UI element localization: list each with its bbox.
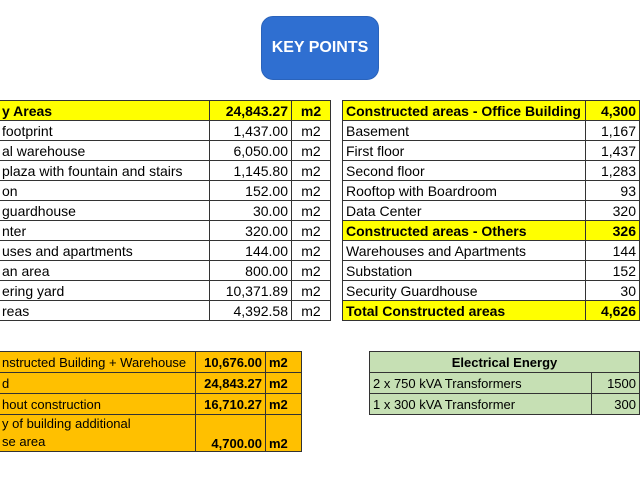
summary-table bbox=[0, 351, 302, 452]
areas-header-value: 24,843.27 bbox=[210, 101, 292, 121]
row-label: Warehouses and Apartments bbox=[343, 241, 586, 261]
row-unit: m2 bbox=[266, 415, 302, 452]
key-points-label: KEY POINTS bbox=[271, 39, 369, 56]
row-value: 10,371.89 bbox=[210, 281, 292, 301]
table-row bbox=[370, 373, 640, 394]
table-row bbox=[370, 394, 640, 415]
row-value: 326 bbox=[585, 221, 639, 241]
row-value: 24,843.27 bbox=[196, 373, 266, 394]
row-label: an area bbox=[0, 261, 210, 281]
row-label: nstructed Building + Warehouse bbox=[0, 352, 196, 373]
row-value: 4,700.00 bbox=[196, 415, 266, 452]
row-value: 320 bbox=[585, 201, 639, 221]
row-unit: m2 bbox=[292, 181, 331, 201]
row-value: 1,437 bbox=[585, 141, 639, 161]
table-row bbox=[0, 121, 331, 141]
row-label: 1 x 300 kVA Transformer bbox=[370, 394, 592, 415]
table-row bbox=[343, 301, 640, 321]
row-unit: m2 bbox=[266, 352, 302, 373]
row-value: 1,167 bbox=[585, 121, 639, 141]
row-value: 93 bbox=[585, 181, 639, 201]
row-value: 16,710.27 bbox=[196, 394, 266, 415]
row-value: 6,050.00 bbox=[210, 141, 292, 161]
row-value: 1500 bbox=[591, 373, 639, 394]
row-label: Basement bbox=[343, 121, 586, 141]
table-row bbox=[343, 101, 640, 121]
row-label: Constructed areas - Office Building bbox=[343, 101, 586, 121]
table-row bbox=[0, 415, 302, 452]
table-row bbox=[0, 141, 331, 161]
row-value: 300 bbox=[591, 394, 639, 415]
row-label: Total Constructed areas bbox=[343, 301, 586, 321]
row-value: 144.00 bbox=[210, 241, 292, 261]
energy-title: Electrical Energy bbox=[370, 352, 640, 373]
table-row bbox=[0, 394, 302, 415]
table-row bbox=[0, 301, 331, 321]
table-row bbox=[343, 201, 640, 221]
row-value: 152.00 bbox=[210, 181, 292, 201]
row-label: Constructed areas - Others bbox=[343, 221, 586, 241]
row-unit: m2 bbox=[292, 201, 331, 221]
table-row bbox=[0, 373, 302, 394]
areas-header-unit: m2 bbox=[292, 101, 331, 121]
row-unit: m2 bbox=[292, 281, 331, 301]
row-label: First floor bbox=[343, 141, 586, 161]
table-row bbox=[343, 241, 640, 261]
row-label bbox=[0, 415, 196, 452]
row-label-line1: y of building additional bbox=[2, 416, 131, 431]
table-row bbox=[343, 181, 640, 201]
row-value: 10,676.00 bbox=[196, 352, 266, 373]
row-label: ering yard bbox=[0, 281, 210, 301]
row-value: 1,145.80 bbox=[210, 161, 292, 181]
row-unit: m2 bbox=[266, 394, 302, 415]
row-unit: m2 bbox=[292, 301, 331, 321]
row-value: 4,392.58 bbox=[210, 301, 292, 321]
row-label: d bbox=[0, 373, 196, 394]
areas-table bbox=[0, 100, 331, 321]
table-row bbox=[343, 121, 640, 141]
row-label: Data Center bbox=[343, 201, 586, 221]
row-label: nter bbox=[0, 221, 210, 241]
row-label: guardhouse bbox=[0, 201, 210, 221]
row-unit: m2 bbox=[292, 121, 331, 141]
row-label: Security Guardhouse bbox=[343, 281, 586, 301]
row-value: 1,283 bbox=[585, 161, 639, 181]
electrical-energy-table bbox=[369, 351, 640, 415]
table-row bbox=[0, 201, 331, 221]
row-label: 2 x 750 kVA Transformers bbox=[370, 373, 592, 394]
row-value: 152 bbox=[585, 261, 639, 281]
table-row bbox=[343, 281, 640, 301]
areas-header-label: y Areas bbox=[0, 101, 210, 121]
table-row bbox=[0, 281, 331, 301]
table-row bbox=[0, 221, 331, 241]
row-value: 320.00 bbox=[210, 221, 292, 241]
row-value: 800.00 bbox=[210, 261, 292, 281]
row-unit: m2 bbox=[292, 221, 331, 241]
row-unit: m2 bbox=[292, 261, 331, 281]
key-points-button[interactable] bbox=[261, 16, 379, 80]
row-value: 30.00 bbox=[210, 201, 292, 221]
table-row bbox=[343, 141, 640, 161]
row-label-line2: se area bbox=[2, 434, 46, 449]
energy-header-row bbox=[370, 352, 640, 373]
row-label: Substation bbox=[343, 261, 586, 281]
row-unit: m2 bbox=[292, 141, 331, 161]
areas-header-row bbox=[0, 101, 331, 121]
row-value: 30 bbox=[585, 281, 639, 301]
row-label: on bbox=[0, 181, 210, 201]
row-value: 144 bbox=[585, 241, 639, 261]
row-unit: m2 bbox=[292, 161, 331, 181]
row-label: al warehouse bbox=[0, 141, 210, 161]
row-label: footprint bbox=[0, 121, 210, 141]
table-row bbox=[0, 181, 331, 201]
row-label: plaza with fountain and stairs bbox=[0, 161, 210, 181]
table-row bbox=[0, 261, 331, 281]
table-row bbox=[343, 261, 640, 281]
row-value: 4,300 bbox=[585, 101, 639, 121]
table-row bbox=[343, 161, 640, 181]
row-label: Second floor bbox=[343, 161, 586, 181]
table-row bbox=[0, 352, 302, 373]
row-unit: m2 bbox=[292, 241, 331, 261]
row-value: 1,437.00 bbox=[210, 121, 292, 141]
row-label: uses and apartments bbox=[0, 241, 210, 261]
table-row bbox=[343, 221, 640, 241]
row-label: reas bbox=[0, 301, 210, 321]
row-value: 4,626 bbox=[585, 301, 639, 321]
row-unit: m2 bbox=[266, 373, 302, 394]
row-label: Rooftop with Boardroom bbox=[343, 181, 586, 201]
row-label: hout construction bbox=[0, 394, 196, 415]
constructed-areas-table bbox=[342, 100, 640, 321]
table-row bbox=[0, 241, 331, 261]
table-row bbox=[0, 161, 331, 181]
